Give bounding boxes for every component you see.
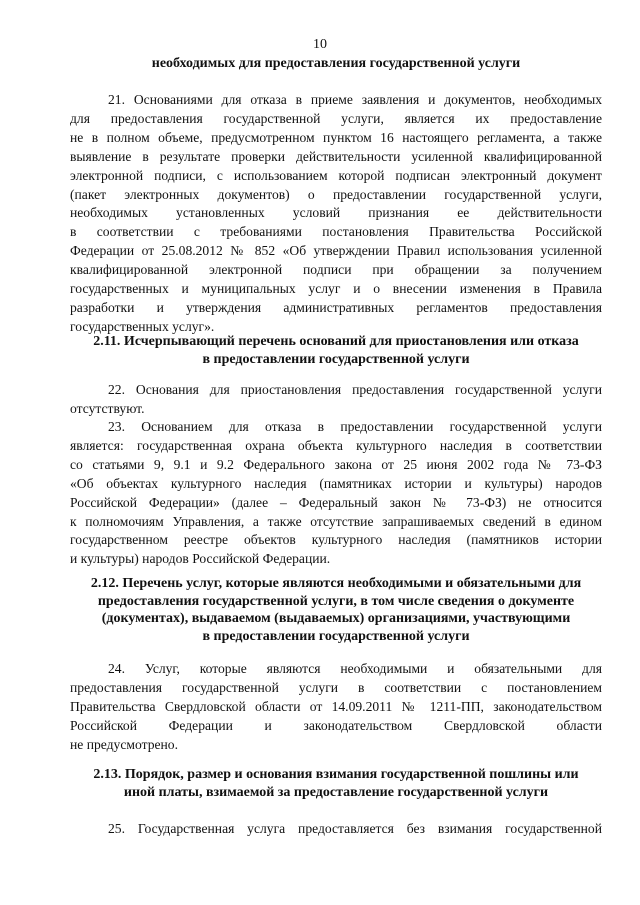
heading-line: 2.12. Перечень услуг, которые являются необходимыми и обязательными для xyxy=(90,576,582,591)
paragraph-24 xyxy=(70,660,602,755)
paragraph-line: 21. Основаниями для отказа в приеме заявления и документов, необходимых xyxy=(108,92,602,107)
paragraph-line: Правительства Свердловской области от 14.09.2011 № 1211-ПП, законодательством xyxy=(70,698,602,714)
paragraph-line: 23. Основанием для отказа в предоставлении государственной услуги xyxy=(108,419,602,434)
paragraph-line: для предоставления государственной услуги, является их предоставление xyxy=(70,110,602,126)
paragraph-line: 25. Государственная услуга предоставляется без взимания государственной xyxy=(108,821,602,836)
paragraph-line: Российской Федерации и законодательством Свердловской области xyxy=(70,717,602,733)
paragraph-23 xyxy=(70,418,602,569)
paragraph-line: не в полном объеме, предусмотренном пунктом 16 настоящего регламента, а также xyxy=(70,129,602,145)
heading-line: 2.13. Порядок, размер и основания взимания государственной пошлины или xyxy=(93,767,579,782)
paragraph-line: квалифицированной электронной подписи при обращении за получением xyxy=(70,262,602,278)
paragraph-line: необходимых установленных условий признания ее действительности xyxy=(70,205,602,221)
heading-line: необходимых для предоставления государственной услуги xyxy=(151,56,521,71)
paragraph-line: к полномочиям Управления, а также отсутствие запрашиваемых сведений в едином xyxy=(70,513,602,529)
paragraph-line: не предусмотрено. xyxy=(70,736,179,752)
paragraph-line: 24. Услуг, которые являются необходимыми и обязательными для xyxy=(108,661,602,676)
paragraph-line: (пакет электронных документов) о предоставлении государственной услуги, xyxy=(70,186,602,202)
heading-line: в предоставлении государственной услуги xyxy=(202,628,470,644)
heading-line: 2.11. Исчерпывающий перечень оснований для приостановления или отказа xyxy=(93,334,579,349)
section-heading-2-13 xyxy=(70,766,602,801)
paragraph-line: разработки и утверждения административных регламентов предоставления xyxy=(70,299,602,315)
paragraph-22 xyxy=(70,381,602,419)
paragraph-line: предоставления государственной услуги в соответствии с постановлением xyxy=(70,679,602,695)
paragraph-21 xyxy=(70,91,602,337)
paragraph-line: государственном реестре объектов культурного наследия (памятников истории xyxy=(70,532,602,548)
paragraph-line: со статьями 9, 9.1 и 9.2 Федерального закона от 25 июня 2002 года № 73-ФЗ xyxy=(70,456,602,472)
paragraph-line: 22. Основания для приостановления предоставления государственной услуги xyxy=(108,382,602,397)
paragraph-line: государственных и муниципальных услуг и о внесении изменения в Правила xyxy=(70,281,602,297)
paragraph-line: Федерации от 25.08.2012 № 852 «Об утверждении Правил использования усиленной xyxy=(70,243,602,259)
paragraph-25 xyxy=(70,820,602,839)
paragraph-line: в соответствии с требованиями постановления Правительства Российской xyxy=(70,224,602,240)
page-number: 10 xyxy=(313,37,327,52)
heading-line: предоставления государственной услуги, в том числе сведения о документе xyxy=(97,593,575,609)
paragraph-line: Российской Федерации» (далее – Федеральный закон № 73-ФЗ) не относится xyxy=(70,494,602,510)
heading-continuation xyxy=(70,55,602,73)
paragraph-line: отсутствуют. xyxy=(70,400,145,416)
section-heading-2-12 xyxy=(70,575,602,645)
paragraph-line: и культуры) народов Российской Федерации. xyxy=(70,551,331,567)
paragraph-line: «Об объектах культурного наследия (памятниках истории и культуры) народов xyxy=(70,475,602,491)
paragraph-line: является: государственная охрана объекта культурного наследия в соответствии xyxy=(70,437,602,453)
paragraph-line: выявление в результате проверки действительности усиленной квалифицированной xyxy=(70,148,602,164)
paragraph-line: государственных услуг». xyxy=(70,318,215,334)
heading-line: в предоставлении государственной услуги xyxy=(202,351,470,367)
section-heading-2-11 xyxy=(70,333,602,368)
heading-line: иной платы, взимаемой за предоставление государственной услуги xyxy=(123,784,549,800)
heading-line: (документах), выдаваемом (выдаваемых) организациями, участвующими xyxy=(101,611,571,626)
paragraph-line: электронной подписи, с использованием которой подписан электронный документ xyxy=(70,167,602,183)
